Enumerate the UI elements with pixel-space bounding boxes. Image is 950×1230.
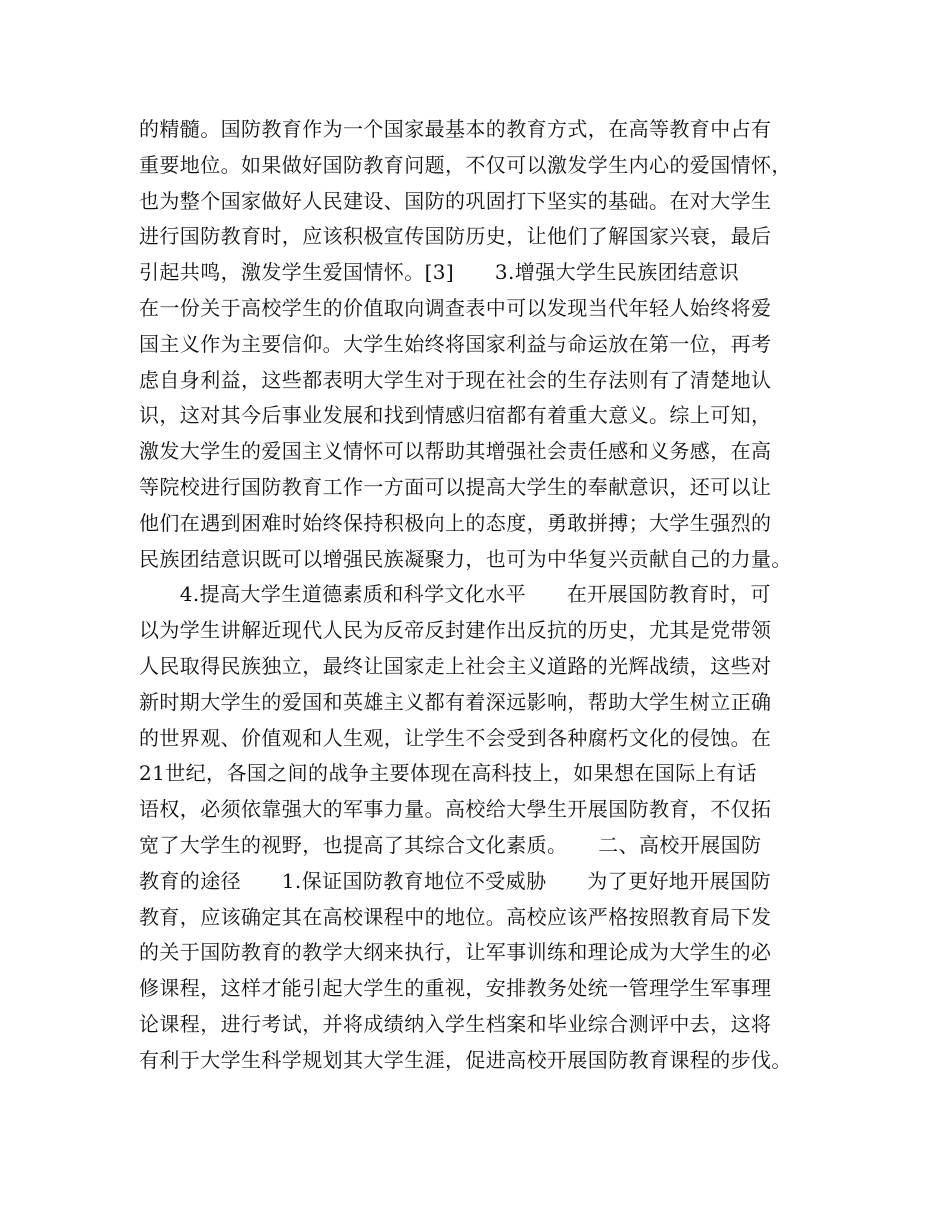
text-line: 虑自身利益，这些都表明大学生对于现在社会的生存法则有了清楚地认 <box>139 367 772 392</box>
text-line: 有利于大学生科学规划其大学生涯，促进高校开展国防教育课程的步伐。 <box>139 1047 792 1072</box>
text-line: 在一份关于高校学生的价值取向调查表中可以发现当代年轻人始终将爱 <box>139 295 772 320</box>
text-line: 民族团结意识既可以增强民族凝聚力，也可为中华复兴贡献自己的力量。 <box>139 546 792 571</box>
text-line: 也为整个国家做好人民建设、国防的巩固打下坚实的基础。在对大学生 <box>139 188 772 213</box>
text-line: 修课程，这样才能引起大学生的重视，安排教务处统一管理学生军事理 <box>139 976 772 1001</box>
text-line: 他们在遇到困难时始终保持积极向上的态度，勇敢拼搏；大学生强烈的 <box>139 510 772 535</box>
text-line: 进行国防教育时，应该积极宣传国防历史，让他们了解国家兴衰，最后 <box>139 224 772 249</box>
text-line: 识，这对其今后事业发展和找到情感归宿都有着重大意义。综上可知， <box>139 403 772 428</box>
text-line: 21世纪，各国之间的战争主要体现在高科技上，如果想在国际上有话 <box>139 761 757 786</box>
text-line: 4.提高大学生道德素质和科学文化水平 在开展国防教育时，可 <box>139 582 771 607</box>
body-text <box>139 112 829 1079</box>
text-line: 论课程，进行考试，并将成绩纳入学生档案和毕业综合测评中去，这将 <box>139 1011 772 1036</box>
text-line: 重要地位。如果做好国防教育问题，不仅可以激发学生内心的爱国情怀， <box>139 152 792 177</box>
text-line: 国主义作为主要信仰。大学生始终将国家利益与命运放在第一位，再考 <box>139 331 772 356</box>
text-line: 引起共鸣，激发学生爱国情怀。[3] 3.增强大学生民族团结意识 <box>139 260 740 285</box>
text-line: 的精髓。国防教育作为一个国家最基本的教育方式，在高等教育中占有 <box>139 117 772 141</box>
text-line: 激发大学生的爱国主义情怀可以帮助其增强社会责任感和义务感，在高 <box>139 439 772 464</box>
text-line: 人民取得民族独立，最终让国家走上社会主义道路的光辉战绩，这些对 <box>139 653 772 678</box>
text-line: 教育的途径 1.保证国防教育地位不受威胁 为了更好地开展国防 <box>139 868 771 893</box>
text-line: 等院校进行国防教育工作一方面可以提高大学生的奉献意识，还可以让 <box>139 474 772 499</box>
text-line: 语权，必须依靠强大的军事力量。高校给大學生开展国防教育，不仅拓 <box>139 797 772 822</box>
text-line: 的世界观、价值观和人生观，让学生不会受到各种腐朽文化的侵蚀。在 <box>139 725 772 750</box>
text-line: 新时期大学生的爱国和英雄主义都有着深远影响，帮助大学生树立正确 <box>139 689 772 714</box>
text-line: 的关于国防教育的教学大纲来执行，让军事训练和理论成为大学生的必 <box>139 940 772 965</box>
text-line: 以为学生讲解近现代人民为反帝反封建作出反抗的历史，尤其是党带领 <box>139 618 772 643</box>
text-line: 宽了大学生的视野，也提高了其综合文化素质。 二、高校开展国防 <box>139 832 762 857</box>
text-line: 教育，应该确定其在高校课程中的地位。高校应该严格按照教育局下发 <box>139 904 772 929</box>
